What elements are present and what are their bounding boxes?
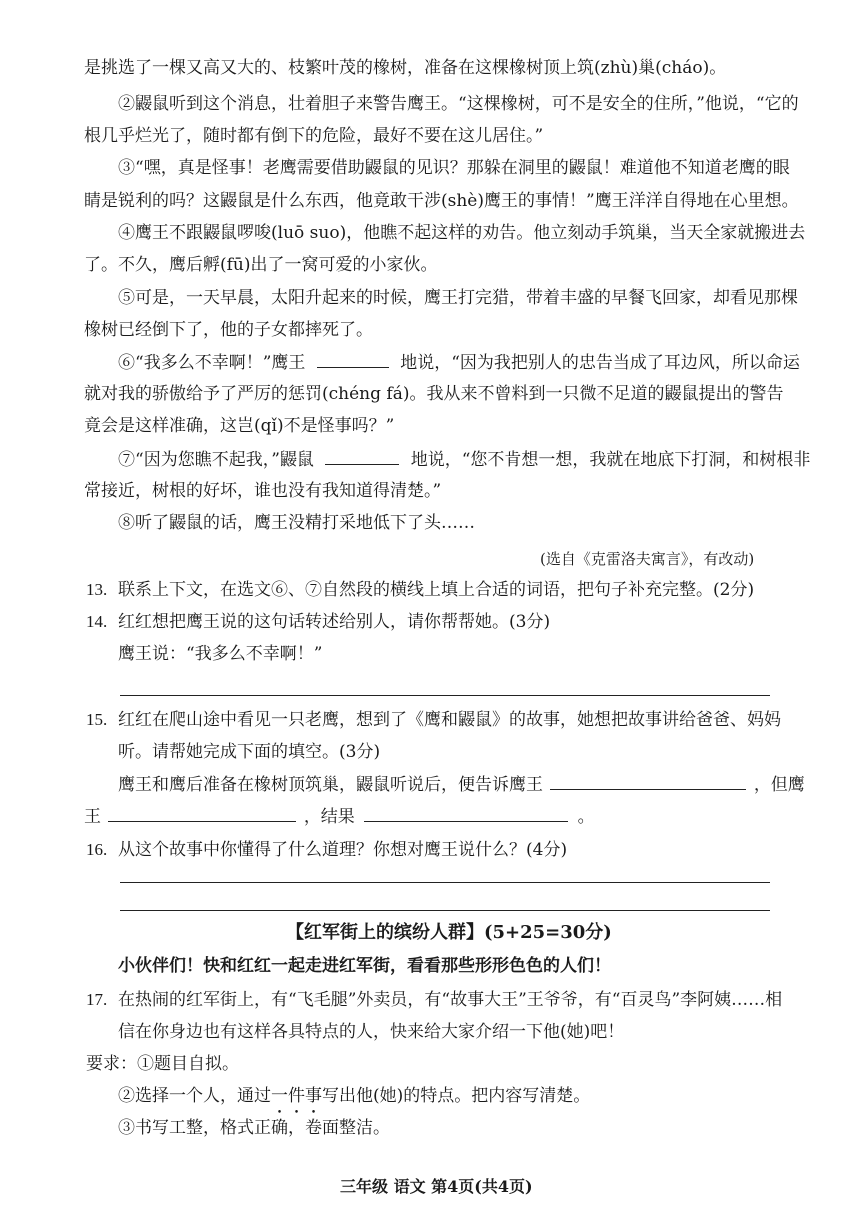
- page-footer: 三年级 语文 第4页(共4页): [340, 1177, 533, 1196]
- story-paragraph-7-line-1: [118, 447, 810, 472]
- requirement-3: ③书写工整，格式正确，卷面整洁。: [118, 1118, 390, 1138]
- question-15-text-e: 。: [577, 807, 595, 827]
- question-14-number: 14.: [86, 612, 108, 631]
- question-15-blank-1[interactable]: [550, 772, 746, 790]
- story-paragraph-3-line-1: ③“嘿，真是怪事！老鹰需要借助鼹鼠的见识？那躲在洞里的鼹鼠！难道他不知道老鹰的眼: [118, 158, 790, 178]
- question-14-text: 红红想把鹰王说的这句话转述给别人，请你帮帮她。(3分): [118, 612, 551, 632]
- question-15-blank-3[interactable]: [364, 804, 568, 822]
- story-paragraph-4-line-1: ④鹰王不跟鼹鼠啰唆(luō suo)，他瞧不起这样的劝告。他立刻动手筑巢，当天全家就搬进去: [118, 223, 806, 243]
- question-15-line-4: [84, 804, 595, 829]
- question-15-text-d: ，结果: [303, 807, 355, 827]
- story-paragraph-6-line-1: [118, 350, 800, 375]
- question-15-blank-2[interactable]: [108, 804, 296, 822]
- question-17-line-2: 信在你身边也有这样各具特点的人，快来给大家介绍一下他(她)吧！: [118, 1022, 625, 1042]
- story-paragraph-2-line-1: ②鼹鼠听到这个消息，壮着胆子来警告鹰王。“这棵橡树，可不是安全的住所，”他说，“它的: [118, 94, 799, 114]
- requirement-2-text-b: 写出他(她)的特点。把内容写清楚。: [322, 1086, 591, 1106]
- question-15-text-b: ，但鹰: [753, 775, 805, 795]
- requirement-2-text-a: ②选择一个人，通过: [118, 1086, 271, 1106]
- emphasis-char-2: 件: [288, 1086, 305, 1106]
- question-15-line-1: 红红在爬山途中看见一只老鹰，想到了《鹰和鼹鼠》的故事，她想把故事讲给爸爸、妈妈: [118, 710, 781, 730]
- paragraph-6-text-a: ⑥“我多么不幸啊！”鹰王: [118, 353, 306, 373]
- question-16-answer-line-1[interactable]: [120, 882, 770, 883]
- story-paragraph-intro: 是挑选了一棵又高又大的、枝繁叶茂的橡树，准备在这棵橡树顶上筑(zhù)巢(cháo)。: [84, 58, 727, 78]
- story-paragraph-3-line-2: 睛是锐利的吗？这鼹鼠是什么东西，他竟敢干涉(shè)鹰王的事情！”鹰王洋洋自得地在心里想。: [84, 191, 799, 211]
- story-paragraph-5-line-2: 橡树已经倒下了，他的子女都摔死了。: [84, 320, 373, 340]
- question-17-line-1: 在热闹的红军街上，有“飞毛腿”外卖员，有“故事大王”王爷爷，有“百灵鸟”李阿姨……相: [118, 990, 783, 1010]
- story-paragraph-7-line-2: 常接近，树根的好坏，谁也没有我知道得清楚。”: [84, 481, 442, 501]
- question-15-line-2: 听。请帮她完成下面的填空。(3分): [118, 742, 381, 762]
- story-paragraph-6-line-3: 竟会是这样准确，这岂(qǐ)不是怪事吗？”: [84, 416, 395, 436]
- paragraph-7-text-a: ⑦“因为您瞧不起我，”鼹鼠: [118, 450, 314, 470]
- question-13-number: 13.: [86, 580, 108, 599]
- question-17-number: 17.: [86, 990, 108, 1009]
- question-15-number: 15.: [86, 710, 108, 729]
- paragraph-7-fill-blank[interactable]: [325, 447, 399, 465]
- story-paragraph-5-line-1: ⑤可是，一天早晨，太阳升起来的时候，鹰王打完猎，带着丰盛的早餐飞回家，却看见那棵: [118, 288, 798, 308]
- question-15-text-a: 鹰王和鹰后准备在橡树顶筑巢，鼹鼠听说后，便告诉鹰王: [118, 775, 543, 795]
- question-14-answer-line[interactable]: [120, 695, 770, 696]
- question-15-line-3: [118, 772, 805, 797]
- emphasis-char-3: 事: [305, 1086, 322, 1106]
- story-paragraph-2-line-2: 根几乎烂光了，随时都有倒下的危险，最好不要在这儿居住。”: [84, 126, 544, 146]
- question-16-answer-line-2[interactable]: [120, 910, 770, 911]
- section-intro: 小伙伴们！快和红红一起走进红军街，看看那些形形色色的人们！: [118, 956, 611, 976]
- requirement-1: 要求：①题目自拟。: [86, 1054, 239, 1074]
- question-16-number: 16.: [86, 840, 108, 859]
- question-14-quote: 鹰王说：“我多么不幸啊！”: [118, 644, 323, 664]
- section-title: 【红军街上的缤纷人群】(5+25=30分): [286, 922, 612, 943]
- story-paragraph-4-line-2: 了。不久，鹰后孵(fū)出了一窝可爱的小家伙。: [84, 255, 438, 275]
- story-source: (选自《克雷洛夫寓言》，有改动): [540, 550, 755, 568]
- question-16-text: 从这个故事中你懂得了什么道理？你想对鹰王说什么？(4分): [118, 840, 568, 860]
- story-paragraph-8: ⑧听了鼹鼠的话，鹰王没精打采地低下了头……: [118, 513, 475, 533]
- story-paragraph-6-line-2: 就对我的骄傲给予了严厉的惩罚(chéng fá)。我从来不曾料到一只微不足道的鼹鼠提出的警告: [84, 384, 784, 404]
- emphasis-char-1: 一: [271, 1086, 288, 1106]
- question-13-text: 联系上下文，在选文⑥、⑦自然段的横线上填上合适的词语，把句子补充完整。(2分): [118, 580, 755, 600]
- paragraph-7-text-b: 地说，“您不肯想一想，我就在地底下打洞，和树根非: [410, 450, 811, 470]
- paragraph-6-fill-blank[interactable]: [317, 350, 389, 368]
- requirement-2: [118, 1084, 590, 1108]
- question-15-text-c: 王: [84, 807, 101, 827]
- paragraph-6-text-b: 地说，“因为我把别人的忠告当成了耳边风，所以命运: [400, 353, 800, 373]
